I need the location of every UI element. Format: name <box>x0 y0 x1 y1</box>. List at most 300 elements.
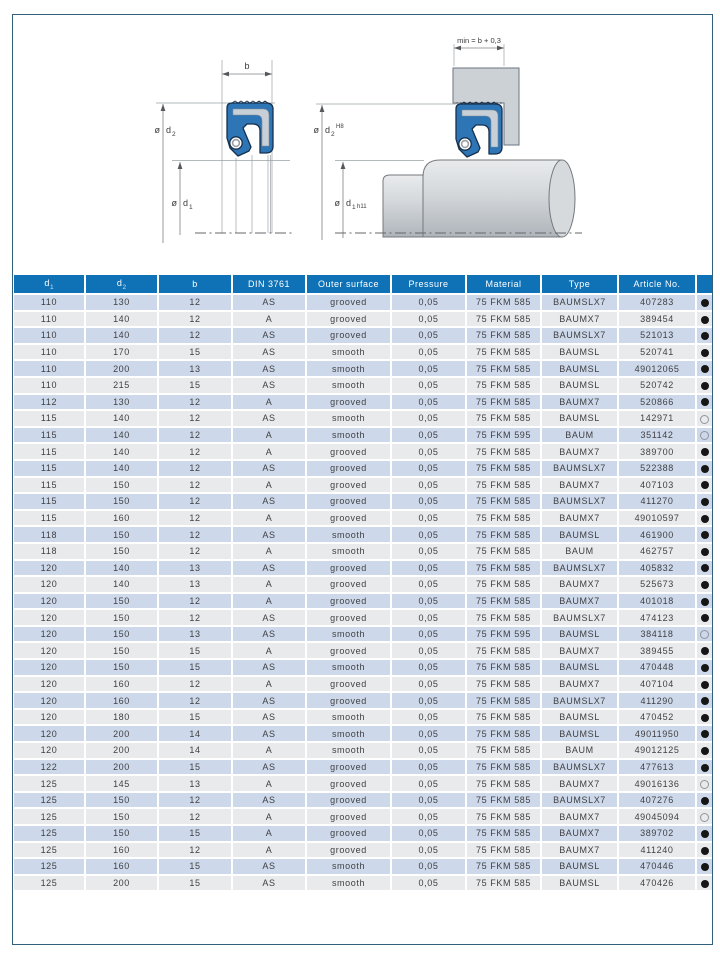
table-row <box>14 843 712 858</box>
cell-din: A <box>233 544 305 559</box>
cell-din: AS <box>233 760 305 775</box>
cell-type: BAUMX7 <box>542 577 617 592</box>
cell-d2: 140 <box>86 561 157 576</box>
cell-d2: 140 <box>86 461 157 476</box>
col-header-d2: $d_2$ <box>86 275 157 293</box>
cell-pressure: 0,05 <box>392 295 465 310</box>
cell-article-no: 477613 <box>619 760 695 775</box>
cell-material: 75 FKM 585 <box>467 760 540 775</box>
dimension-d2 <box>155 104 177 243</box>
availability-dot-filled <box>701 448 709 456</box>
cell-availability <box>697 826 712 841</box>
cell-article-no: 520742 <box>619 378 695 393</box>
cell-type: BAUMX7 <box>542 809 617 824</box>
shaft <box>383 160 575 237</box>
cell-pressure: 0,05 <box>392 461 465 476</box>
cell-type: BAUMSLX7 <box>542 793 617 808</box>
cell-material: 75 FKM 585 <box>467 527 540 542</box>
cell-outer-surface: smooth <box>307 411 390 426</box>
cell-pressure: 0,05 <box>392 677 465 692</box>
cell-article-no: 389700 <box>619 444 695 459</box>
cell-pressure: 0,05 <box>392 561 465 576</box>
cell-availability <box>697 643 712 658</box>
cell-outer-surface: grooved <box>307 610 390 625</box>
cell-availability <box>697 378 712 393</box>
cell-article-no: 411290 <box>619 693 695 708</box>
shaft-end-cap <box>549 160 575 237</box>
cell-article-no: 411240 <box>619 843 695 858</box>
availability-dot-filled <box>701 481 709 489</box>
cell-pressure: 0,05 <box>392 610 465 625</box>
table-row <box>14 378 712 393</box>
availability-dot-open <box>700 780 709 789</box>
table-header-row <box>14 275 712 293</box>
cell-material: 75 FKM 585 <box>467 411 540 426</box>
cell-b: 15 <box>159 876 231 891</box>
cell-article-no: 461900 <box>619 527 695 542</box>
cell-type: BAUMSL <box>542 361 617 376</box>
cell-d2: 150 <box>86 527 157 542</box>
cell-outer-surface: smooth <box>307 378 390 393</box>
cell-article-no: 49012065 <box>619 361 695 376</box>
dim-d1h11-tolerance: h11 <box>357 204 367 210</box>
cell-material: 75 FKM 585 <box>467 776 540 791</box>
cell-d2: 140 <box>86 312 157 327</box>
cell-d1: 125 <box>14 826 84 841</box>
availability-dot-filled <box>701 382 709 390</box>
dim-d2-prefix: ø <box>154 125 160 135</box>
cell-material: 75 FKM 585 <box>467 809 540 824</box>
cell-availability <box>697 494 712 509</box>
cell-d1: 110 <box>14 361 84 376</box>
cell-material: 75 FKM 585 <box>467 345 540 360</box>
cell-d1: 115 <box>14 411 84 426</box>
cell-d2: 150 <box>86 544 157 559</box>
cell-article-no: 49016136 <box>619 776 695 791</box>
cell-type: BAUMX7 <box>542 776 617 791</box>
cell-din: AS <box>233 411 305 426</box>
table-row <box>14 295 712 310</box>
cell-d2: 140 <box>86 328 157 343</box>
cell-pressure: 0,05 <box>392 859 465 874</box>
cell-b: 15 <box>159 826 231 841</box>
cell-type: BAUMSL <box>542 527 617 542</box>
cell-article-no: 384118 <box>619 627 695 642</box>
col-header-pressure: Pressure <box>392 275 465 293</box>
cell-outer-surface: smooth <box>307 743 390 758</box>
cell-b: 15 <box>159 660 231 675</box>
cell-din: A <box>233 594 305 609</box>
cell-outer-surface: grooved <box>307 643 390 658</box>
cell-d1: 115 <box>14 511 84 526</box>
cell-type: BAUMSLX7 <box>542 610 617 625</box>
cell-type: BAUMSLX7 <box>542 760 617 775</box>
cell-pressure: 0,05 <box>392 395 465 410</box>
cell-din: A <box>233 511 305 526</box>
cell-d2: 130 <box>86 395 157 410</box>
cell-availability <box>697 295 712 310</box>
table-row <box>14 577 712 592</box>
availability-dot-filled <box>701 316 709 324</box>
cell-article-no: 49010597 <box>619 511 695 526</box>
cell-d2: 200 <box>86 760 157 775</box>
col-header-b: b <box>159 275 231 293</box>
dim-d2h8-name: d <box>325 125 331 135</box>
cell-outer-surface: smooth <box>307 428 390 443</box>
cell-article-no: 49045094 <box>619 809 695 824</box>
cell-b: 15 <box>159 643 231 658</box>
cell-d1: 120 <box>14 660 84 675</box>
cell-din: AS <box>233 793 305 808</box>
cell-outer-surface: grooved <box>307 395 390 410</box>
cell-outer-surface: smooth <box>307 544 390 559</box>
cell-type: BAUMSL <box>542 876 617 891</box>
table-row <box>14 743 712 758</box>
availability-dot-filled <box>701 531 709 539</box>
cell-d1: 120 <box>14 743 84 758</box>
table-row <box>14 876 712 891</box>
cell-d2: 150 <box>86 643 157 658</box>
table-row <box>14 561 712 576</box>
cell-din: A <box>233 826 305 841</box>
cell-b: 15 <box>159 710 231 725</box>
cell-din: A <box>233 743 305 758</box>
cell-outer-surface: smooth <box>307 527 390 542</box>
table-row <box>14 494 712 509</box>
availability-dot-filled <box>701 880 709 888</box>
dim-d1h11-sub: 1 <box>352 204 356 211</box>
cell-availability <box>697 809 712 824</box>
cell-b: 12 <box>159 295 231 310</box>
dim-d2h8-sub: 2 <box>331 131 335 138</box>
table-row <box>14 793 712 808</box>
availability-dot-filled <box>701 681 709 689</box>
table-row <box>14 826 712 841</box>
cell-article-no: 411270 <box>619 494 695 509</box>
cell-b: 12 <box>159 843 231 858</box>
cell-pressure: 0,05 <box>392 312 465 327</box>
cell-material: 75 FKM 585 <box>467 328 540 343</box>
cell-outer-surface: grooved <box>307 693 390 708</box>
cell-pressure: 0,05 <box>392 793 465 808</box>
cell-pressure: 0,05 <box>392 843 465 858</box>
dim-d2-name: d <box>166 125 172 135</box>
cell-material: 75 FKM 595 <box>467 627 540 642</box>
cell-d1: 120 <box>14 577 84 592</box>
cell-b: 12 <box>159 411 231 426</box>
cell-din: AS <box>233 693 305 708</box>
cell-d2: 150 <box>86 610 157 625</box>
cell-material: 75 FKM 585 <box>467 693 540 708</box>
cell-type: BAUMSLX7 <box>542 295 617 310</box>
cell-b: 15 <box>159 760 231 775</box>
cell-availability <box>697 627 712 642</box>
cell-article-no: 470448 <box>619 660 695 675</box>
cell-outer-surface: smooth <box>307 726 390 741</box>
cell-availability <box>697 760 712 775</box>
cell-material: 75 FKM 585 <box>467 726 540 741</box>
cell-d2: 160 <box>86 677 157 692</box>
availability-dot-filled <box>701 498 709 506</box>
cell-din: A <box>233 428 305 443</box>
cell-article-no: 49011950 <box>619 726 695 741</box>
cell-type: BAUMSL <box>542 660 617 675</box>
cell-article-no: 142971 <box>619 411 695 426</box>
cell-d1: 120 <box>14 726 84 741</box>
table-row <box>14 411 712 426</box>
dim-d2h8-tolerance: H8 <box>336 124 344 130</box>
cell-pressure: 0,05 <box>392 726 465 741</box>
cell-article-no: 521013 <box>619 328 695 343</box>
cell-material: 75 FKM 585 <box>467 610 540 625</box>
availability-dot-filled <box>701 299 709 307</box>
cell-din: A <box>233 444 305 459</box>
cell-material: 75 FKM 585 <box>467 378 540 393</box>
cell-din: A <box>233 312 305 327</box>
cell-type: BAUMX7 <box>542 643 617 658</box>
availability-dot-filled <box>701 697 709 705</box>
cell-material: 75 FKM 595 <box>467 428 540 443</box>
dim-d1h11-name: d <box>346 198 352 208</box>
dim-d1-name: d <box>183 198 189 208</box>
cell-pressure: 0,05 <box>392 527 465 542</box>
availability-dot-filled <box>701 548 709 556</box>
cell-outer-surface: grooved <box>307 312 390 327</box>
cell-d2: 160 <box>86 511 157 526</box>
cell-din: AS <box>233 378 305 393</box>
seal-diagram-svg <box>0 0 720 265</box>
availability-dot-filled <box>701 797 709 805</box>
cell-article-no: 474123 <box>619 610 695 625</box>
cell-availability <box>697 544 712 559</box>
cell-material: 75 FKM 585 <box>467 395 540 410</box>
cell-availability <box>697 395 712 410</box>
cell-b: 12 <box>159 461 231 476</box>
cell-d2: 160 <box>86 693 157 708</box>
cell-outer-surface: smooth <box>307 345 390 360</box>
table-row <box>14 461 712 476</box>
cell-type: BAUMX7 <box>542 843 617 858</box>
dim-d1-prefix: ø <box>171 198 177 208</box>
cell-din: A <box>233 577 305 592</box>
cell-d2: 140 <box>86 411 157 426</box>
cell-availability <box>697 345 712 360</box>
cell-type: BAUMX7 <box>542 677 617 692</box>
grooved-surface-serration <box>232 101 268 103</box>
cell-d2: 200 <box>86 876 157 891</box>
cell-d1: 110 <box>14 378 84 393</box>
availability-dot-filled <box>701 398 709 406</box>
cell-b: 12 <box>159 312 231 327</box>
cell-outer-surface: grooved <box>307 295 390 310</box>
availability-dot-filled <box>701 730 709 738</box>
table-row <box>14 660 712 675</box>
cell-outer-surface: grooved <box>307 793 390 808</box>
cell-material: 75 FKM 585 <box>467 594 540 609</box>
cell-availability <box>697 478 712 493</box>
cell-b: 12 <box>159 395 231 410</box>
cell-b: 13 <box>159 627 231 642</box>
availability-dot-filled <box>701 764 709 772</box>
cell-material: 75 FKM 585 <box>467 793 540 808</box>
installation-diagram <box>314 36 583 240</box>
cell-d1: 120 <box>14 677 84 692</box>
cell-b: 12 <box>159 511 231 526</box>
availability-dot-filled <box>701 647 709 655</box>
cell-din: AS <box>233 876 305 891</box>
cell-d2: 150 <box>86 793 157 808</box>
cell-outer-surface: grooved <box>307 328 390 343</box>
cell-din: AS <box>233 610 305 625</box>
cell-outer-surface: grooved <box>307 577 390 592</box>
availability-dot-filled <box>701 863 709 871</box>
cell-article-no: 407276 <box>619 793 695 808</box>
cell-article-no: 407283 <box>619 295 695 310</box>
cell-pressure: 0,05 <box>392 511 465 526</box>
availability-dot-filled <box>701 830 709 838</box>
col-header-material: Material <box>467 275 540 293</box>
cell-availability <box>697 843 712 858</box>
cell-material: 75 FKM 585 <box>467 544 540 559</box>
cell-outer-surface: smooth <box>307 627 390 642</box>
cell-b: 14 <box>159 743 231 758</box>
cell-article-no: 405832 <box>619 561 695 576</box>
cell-availability <box>697 444 712 459</box>
cell-d1: 125 <box>14 776 84 791</box>
cell-b: 12 <box>159 444 231 459</box>
table-row <box>14 677 712 692</box>
cell-din: A <box>233 478 305 493</box>
availability-dot-filled <box>701 664 709 672</box>
cell-material: 75 FKM 585 <box>467 494 540 509</box>
cell-d1: 125 <box>14 859 84 874</box>
cell-availability <box>697 776 712 791</box>
cell-d2: 150 <box>86 660 157 675</box>
cell-outer-surface: grooved <box>307 561 390 576</box>
cell-b: 13 <box>159 561 231 576</box>
cell-material: 75 FKM 585 <box>467 461 540 476</box>
cell-type: BAUMSL <box>542 859 617 874</box>
cell-b: 12 <box>159 610 231 625</box>
cell-article-no: 49012125 <box>619 743 695 758</box>
installed-seal <box>456 102 502 157</box>
cell-type: BAUMSL <box>542 411 617 426</box>
dim-min-label: min = b + 0,3 <box>457 36 501 45</box>
cell-d2: 130 <box>86 295 157 310</box>
cell-availability <box>697 710 712 725</box>
cell-availability <box>697 743 712 758</box>
cell-b: 12 <box>159 494 231 509</box>
cell-article-no: 407104 <box>619 677 695 692</box>
cell-outer-surface: smooth <box>307 876 390 891</box>
col-header-din-3761: DIN 3761 <box>233 275 305 293</box>
cell-article-no: 407103 <box>619 478 695 493</box>
cell-availability <box>697 361 712 376</box>
cell-b: 15 <box>159 378 231 393</box>
cell-pressure: 0,05 <box>392 544 465 559</box>
cell-article-no: 470452 <box>619 710 695 725</box>
cell-availability <box>697 561 712 576</box>
table-row <box>14 312 712 327</box>
cell-outer-surface: grooved <box>307 494 390 509</box>
cell-article-no: 389455 <box>619 643 695 658</box>
table-body <box>14 295 712 890</box>
seal-profile <box>227 101 273 156</box>
dimension-min-depth <box>454 36 504 66</box>
cell-d1: 115 <box>14 461 84 476</box>
cell-pressure: 0,05 <box>392 710 465 725</box>
cell-outer-surface: grooved <box>307 843 390 858</box>
cell-d1: 120 <box>14 594 84 609</box>
cell-din: AS <box>233 361 305 376</box>
cell-article-no: 389702 <box>619 826 695 841</box>
table-row <box>14 478 712 493</box>
dim-b-label: b <box>244 61 250 71</box>
cell-availability <box>697 610 712 625</box>
cell-pressure: 0,05 <box>392 378 465 393</box>
table-row <box>14 328 712 343</box>
cell-b: 14 <box>159 726 231 741</box>
availability-dot-filled <box>701 332 709 340</box>
cell-availability <box>697 428 712 443</box>
table-row <box>14 361 712 376</box>
availability-dot-open <box>700 415 709 424</box>
cell-pressure: 0,05 <box>392 428 465 443</box>
cell-din: AS <box>233 345 305 360</box>
table-row <box>14 527 712 542</box>
cell-d2: 145 <box>86 776 157 791</box>
availability-dot-open <box>700 630 709 639</box>
cell-pressure: 0,05 <box>392 478 465 493</box>
cell-availability <box>697 461 712 476</box>
cell-pressure: 0,05 <box>392 876 465 891</box>
dim-d2h8-prefix: ø <box>313 125 319 135</box>
cell-pressure: 0,05 <box>392 643 465 658</box>
cell-pressure: 0,05 <box>392 660 465 675</box>
seal-size-table <box>12 273 714 892</box>
cell-d1: 110 <box>14 312 84 327</box>
cell-availability <box>697 411 712 426</box>
cell-type: BAUM <box>542 743 617 758</box>
cell-d1: 115 <box>14 478 84 493</box>
cell-pressure: 0,05 <box>392 444 465 459</box>
dimension-d1 <box>172 162 194 235</box>
cell-b: 12 <box>159 428 231 443</box>
table-row <box>14 594 712 609</box>
dim-d2-sub: 2 <box>172 131 176 138</box>
cell-d1: 118 <box>14 527 84 542</box>
cell-d1: 125 <box>14 809 84 824</box>
cell-type: BAUM <box>542 428 617 443</box>
cell-material: 75 FKM 585 <box>467 876 540 891</box>
cell-type: BAUMSL <box>542 378 617 393</box>
cell-pressure: 0,05 <box>392 594 465 609</box>
availability-dot-filled <box>701 614 709 622</box>
cell-din: AS <box>233 494 305 509</box>
cell-outer-surface: grooved <box>307 478 390 493</box>
cell-material: 75 FKM 585 <box>467 660 540 675</box>
col-header-outer-surface: Outer surface <box>307 275 390 293</box>
cell-b: 13 <box>159 361 231 376</box>
cell-availability <box>697 511 712 526</box>
cell-d1: 115 <box>14 494 84 509</box>
cell-d2: 200 <box>86 743 157 758</box>
availability-dot-filled <box>701 747 709 755</box>
cell-pressure: 0,05 <box>392 627 465 642</box>
cell-outer-surface: grooved <box>307 511 390 526</box>
cell-din: AS <box>233 859 305 874</box>
cell-outer-surface: smooth <box>307 859 390 874</box>
